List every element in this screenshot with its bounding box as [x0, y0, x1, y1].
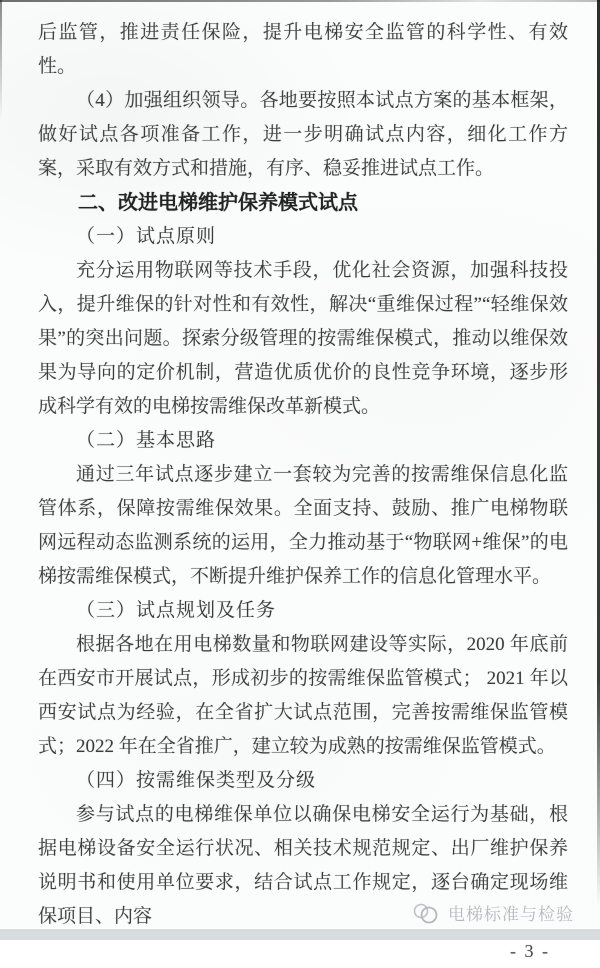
section-heading: 二、改进电梯维护保养模式试点: [78, 192, 358, 214]
watermark: [412, 900, 574, 925]
document-body: [38, 16, 568, 968]
watermark-label: 电梯标准与检验: [448, 905, 574, 924]
page-number: - 3 -: [510, 941, 550, 961]
subsection-heading: （二）基本思路: [76, 430, 217, 451]
subsection-heading: （一）试点原则: [76, 226, 217, 247]
paragraph: （4）加强组织领导。各地要按照本试点方案的基本框架，做好试点各项准备工作，进一步明确试点内容，细化工作方案，采取有效方式和措施，有序、稳妥推进试点工作。: [38, 90, 568, 179]
subsection-heading: （三）试点规划及任务: [76, 600, 277, 621]
photo-edge-top: [0, 0, 600, 2]
overlapping-circles-logo-icon: [412, 902, 442, 924]
photo-edge-bottom: [0, 929, 600, 940]
paragraph: 充分运用物联网等技术手段，优化社会资源，加强科技投入，提升维保的针对性和有效性，解决“重维保过程”“轻维保效果”的突出问题。探索分级管理的按需维保模式，推动以维保效果为导向的定价机制，营造优质优价的良性竞争环境，逐步形成科学有效的电梯按需维保改革新模式。: [38, 260, 568, 417]
paragraph-continued: 后监管，推进责任保险，提升电梯安全监管的科学性、有效性。: [38, 22, 568, 77]
photo-edge-left: [0, 0, 2, 120]
subsection-heading: （四）按需维保类型及分级: [76, 770, 317, 791]
paragraph: 通过三年试点逐步建立一套较为完善的按需维保信息化监管体系，保障按需维保效果。全面支持、鼓励、推广电梯物联网远程动态监测系统的运用，全力推动基于“物联网+维保”的电梯按需维保模式，不断提升维护保养工作的信息化管理水平。: [38, 464, 568, 587]
paragraph: 根据各地在用电梯数量和物联网建设等实际，2020 年底前在西安市开展试点，形成初步的按需维保监管模式； 2021 年以西安试点为经验，在全省扩大试点范围，完善按需维保监管模式；2022 年在全省推广，建立较为成熟的按需维保监管模式。: [38, 634, 568, 757]
paragraph: 参与试点的电梯维保单位以确保电梯安全运行为基础，根据电梯设备安全运行状况、相关技术规范规定、出厂维护保养说明书和使用单位要求，结合试点工作规定，逐台确定现场维保项目、内容: [38, 804, 568, 927]
